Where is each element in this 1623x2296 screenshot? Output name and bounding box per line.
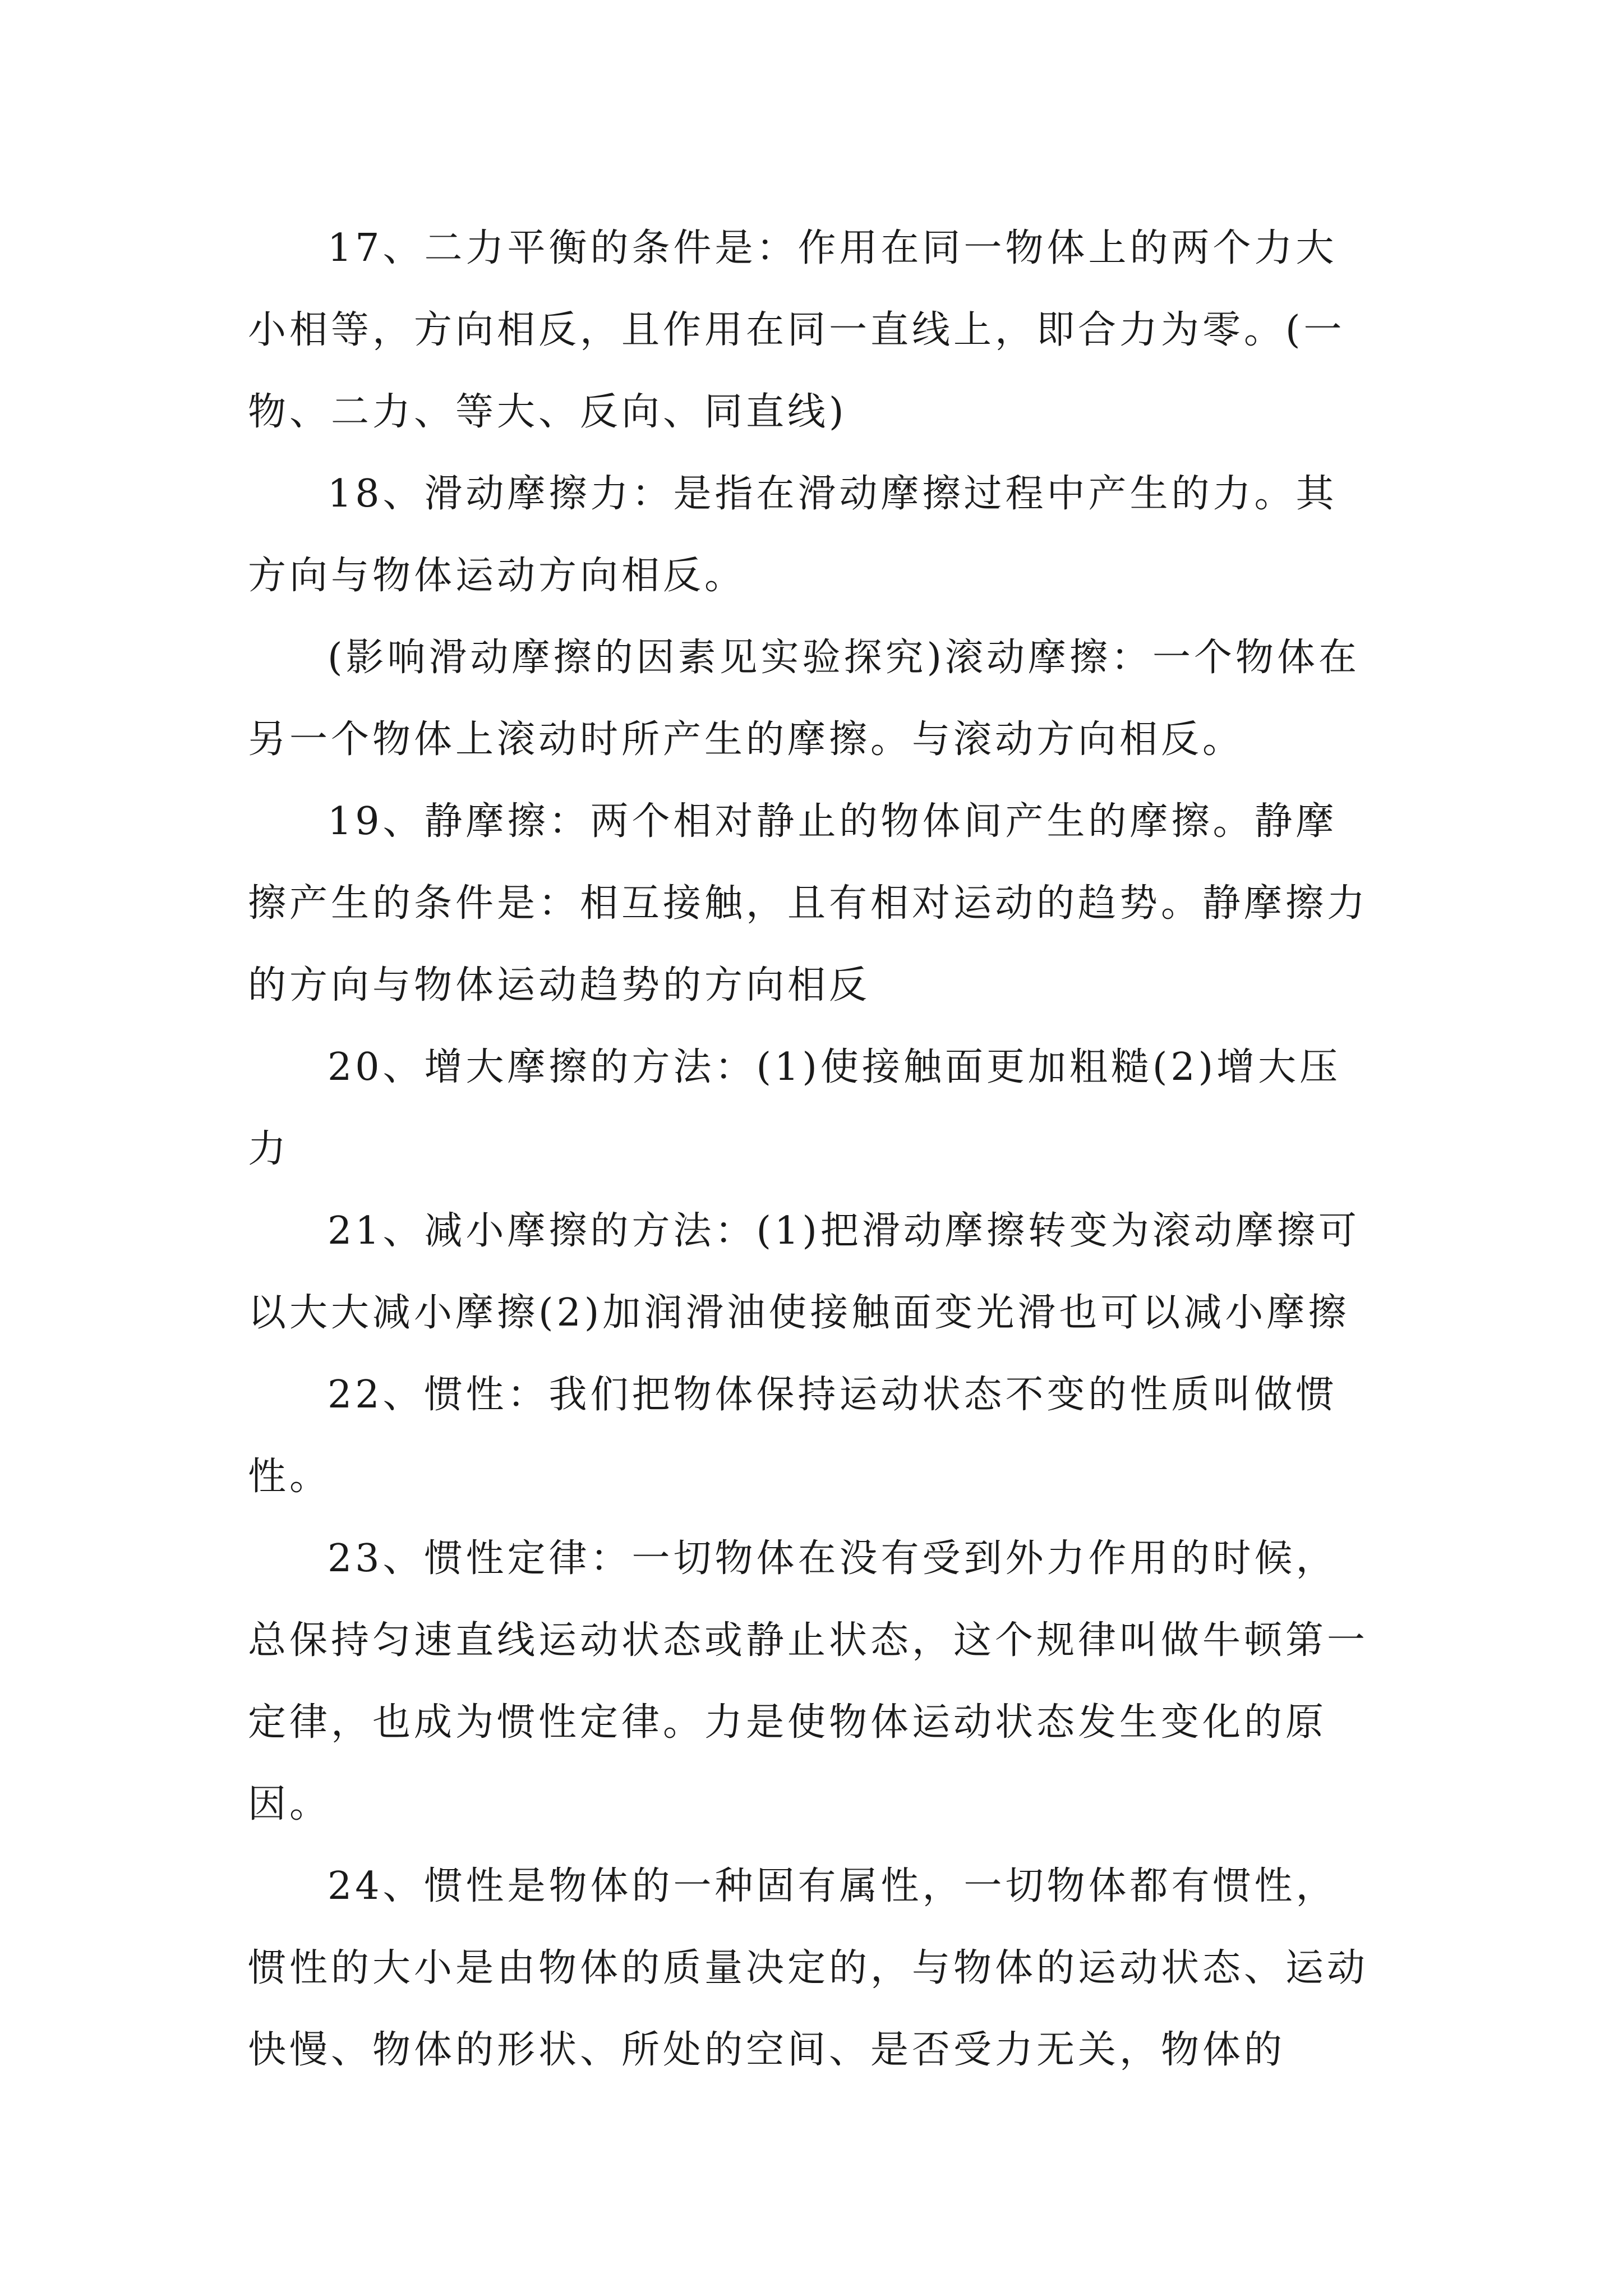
paragraph-20: 20、增大摩擦的方法：(1)使接触面更加粗糙(2)增大压力 [248, 1045, 1341, 1171]
paragraph-23: 23、惯性定律：一切物体在没有受到外力作用的时候，总保持匀速直线运动状态或静止状态，这个规律叫做牛顿第一定律，也成为惯性定律。力是使物体运动状态发生变化的原因。 [248, 1536, 1369, 1826]
paragraph-21: 21、减小摩擦的方法：(1)把滑动摩擦转变为滚动摩擦可以大大减小摩擦(2)加润滑油使接触面变光滑也可以减小摩擦 [248, 1209, 1360, 1335]
paragraph-18: 18、滑动摩擦力：是指在滑动摩擦过程中产生的力。其方向与物体运动方向相反。 [248, 472, 1338, 598]
paragraph-rolling-friction: (影响滑动摩擦的因素见实验探究)滚动摩擦：一个物体在另一个物体上滚动时所产生的摩擦。与滚动方向相反。 [248, 636, 1361, 762]
document-body [248, 208, 1375, 2091]
paragraph-24: 24、惯性是物体的一种固有属性，一切物体都有惯性，惯性的大小是由物体的质量决定的，与物体的运动状态、运动快慢、物体的形状、所处的空间、是否受力无关，物体的 [248, 1864, 1369, 2072]
paragraph-22: 22、惯性：我们把物体保持运动状态不变的性质叫做惯性。 [248, 1373, 1338, 1499]
paragraph-19: 19、静摩擦：两个相对静止的物体间产生的摩擦。静摩擦产生的条件是：相互接触，且有相对运动的趋势。静摩擦力的方向与物体运动趋势的方向相反 [248, 799, 1369, 1007]
paragraph-17: 17、二力平衡的条件是：作用在同一物体上的两个力大小相等，方向相反，且作用在同一直线上，即合力为零。(一物、二力、等大、反向、同直线) [248, 226, 1345, 434]
